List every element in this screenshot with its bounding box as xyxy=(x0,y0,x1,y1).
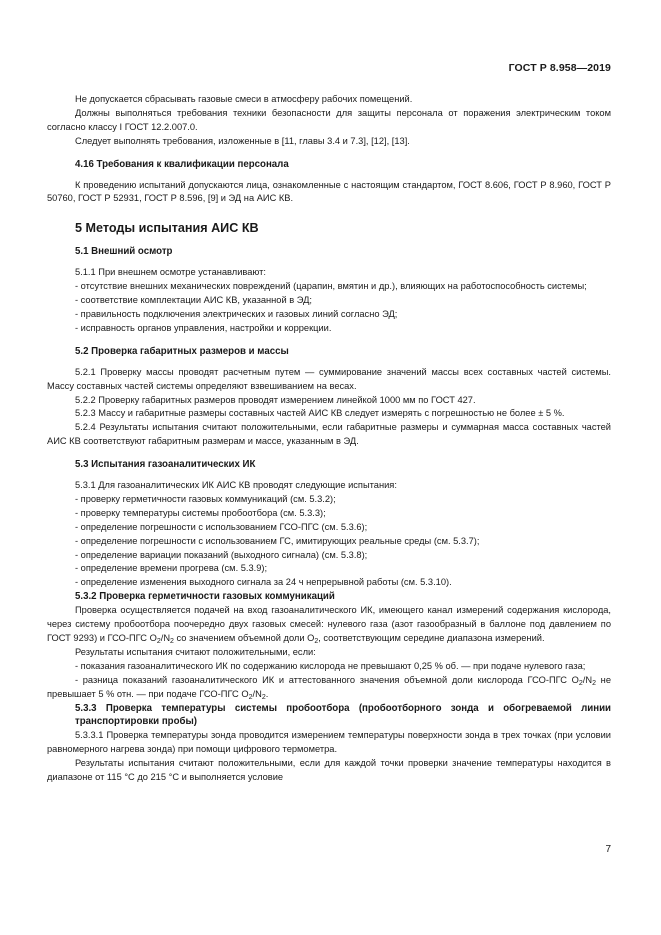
paragraph: Не допускается сбрасывать газовые смеси в атмосферу рабочих помещений. xyxy=(75,94,413,104)
list-item: - определение изменения выходного сигнала за 24 ч непрерывной работы (см. 5.3.10). xyxy=(75,577,452,588)
section-5-3-3-title: 5.3.3 Проверка температуры системы пробоотбора (пробоотборного зонда и обогреваемой линии транспортировки пробы) xyxy=(75,702,611,728)
section-5-3-title: 5.3 Испытания газоаналитических ИК xyxy=(75,459,256,471)
paragraph: Проверка осуществляется подачей на вход газоаналитического ИК, имеющего канал измерений содержания кислорода, через систему пробоотбора поочередно двух газовых смесей: нулевого газа (азот газообразный в баллоне под давлением по ГОСТ 9293) и ГСО-ПГС $O_2/N_2$ со значением объемной доли $O_2$, соответствующим середине диапазона измерений. xyxy=(47,605,611,645)
paragraph: Должны выполняться требования техники безопасности для защиты персонала от поражения электрическим током согласно классу I ГОСТ 12.2.007.0. xyxy=(47,107,611,132)
list-item: - проверку температуры системы пробоотбора (см. 5.3.3); xyxy=(75,507,326,518)
document-body xyxy=(47,93,611,785)
document-code-header: ГОСТ Р 8.958—2019 xyxy=(508,62,611,74)
list-item: - определение времени прогрева (см. 5.3.9); xyxy=(75,563,268,574)
paragraph: - соответствие комплектации АИС КВ, указанной в ЭД; xyxy=(75,295,312,306)
paragraph: 5.2.3 Массу и габаритные размеры составных частей АИС КВ следует измерять с погрешностью не более ± 5 %. xyxy=(75,408,565,419)
page-number: 7 xyxy=(605,844,611,855)
section-5-3-2-title: 5.3.2 Проверка герметичности газовых коммуникаций xyxy=(75,591,335,603)
paragraph: - разница показаний газоаналитического ИК и аттестованного значения объемной доли кислорода ГСО-ПГС $O_2/N_2$ не превышает 5 % отн. — при подаче ГСО-ПГС $O_2/N_2$. xyxy=(47,674,611,701)
paragraph: Результаты испытания считают положительными, если: xyxy=(75,646,316,657)
paragraph: 5.2.2 Проверку габаритных размеров проводят измерением линейкой 1000 мм по ГОСТ 427. xyxy=(75,394,476,405)
paragraph: - отсутствие внешних механических повреждений (царапин, вмятин и др.), влияющих на работоспособность системы; xyxy=(75,281,587,292)
section-5-title: 5 Методы испытания АИС КВ xyxy=(75,221,259,236)
section-4-16-title: 4.16 Требования к квалификации персонала xyxy=(75,158,289,170)
paragraph: 5.3.1 Для газоаналитических ИК АИС КВ проводят следующие испытания: xyxy=(75,480,397,491)
paragraph: - правильность подключения электрических и газовых линий согласно ЭД; xyxy=(75,308,398,319)
paragraph: Следует выполнять требования, изложенные в [11, главы 3.4 и 7.3], [12], [13]. xyxy=(75,135,410,146)
paragraph: 5.3.3.1 Проверка температуры зонда проводится измерением температуры поверхности зонда в трех точках (при условии равномерного нагрева зонда) при помощи цифрового термометра. xyxy=(47,730,611,755)
paragraph: Результаты испытания считают положительными, если для каждой точки проверки значение температуры находится в диапазоне от 115 °С до 215 °С и выполняется условие xyxy=(47,758,611,783)
paragraph: - показания газоаналитического ИК по содержанию кислорода не превышают 0,25 % об. — при подаче нулевого газа; xyxy=(75,660,586,671)
list-item: - определение погрешности с использованием ГСО-ПГС (см. 5.3.6); xyxy=(75,521,368,532)
list-item: - определение вариации показаний (выходного сигнала) (см. 5.3.8); xyxy=(75,549,368,560)
paragraph: 5.2.1 Проверку массы проводят расчетным путем — суммирование значений массы всех составных частей системы. Массу составных частей системы определяют взвешиванием на весах. xyxy=(47,366,611,391)
section-5-2-title: 5.2 Проверка габаритных размеров и массы xyxy=(75,345,289,357)
paragraph: 5.2.4 Результаты испытания считают положительными, если габаритные размеры и суммарная масса составных частей АИС КВ соответствуют габаритным размерам и массе, указанным в ЭД. xyxy=(47,422,611,447)
paragraph: - исправность органов управления, настройки и коррекции. xyxy=(75,322,332,333)
section-5-1-title: 5.1 Внешний осмотр xyxy=(75,246,173,258)
list-item: - определение погрешности с использованием ГС, имитирующих реальные среды (см. 5.3.7); xyxy=(75,535,480,546)
list-item: - проверку герметичности газовых коммуникаций (см. 5.3.2); xyxy=(75,493,336,504)
paragraph: К проведению испытаний допускаются лица, ознакомленные с настоящим стандартом, ГОСТ 8.606, ГОСТ Р 8.960, ГОСТ Р 50760, ГОСТ Р 52931, ГОСТ Р 8.596, [9] и ЭД на АИС КВ. xyxy=(47,179,611,204)
paragraph: 5.1.1 При внешнем осмотре устанавливают: xyxy=(75,267,267,278)
